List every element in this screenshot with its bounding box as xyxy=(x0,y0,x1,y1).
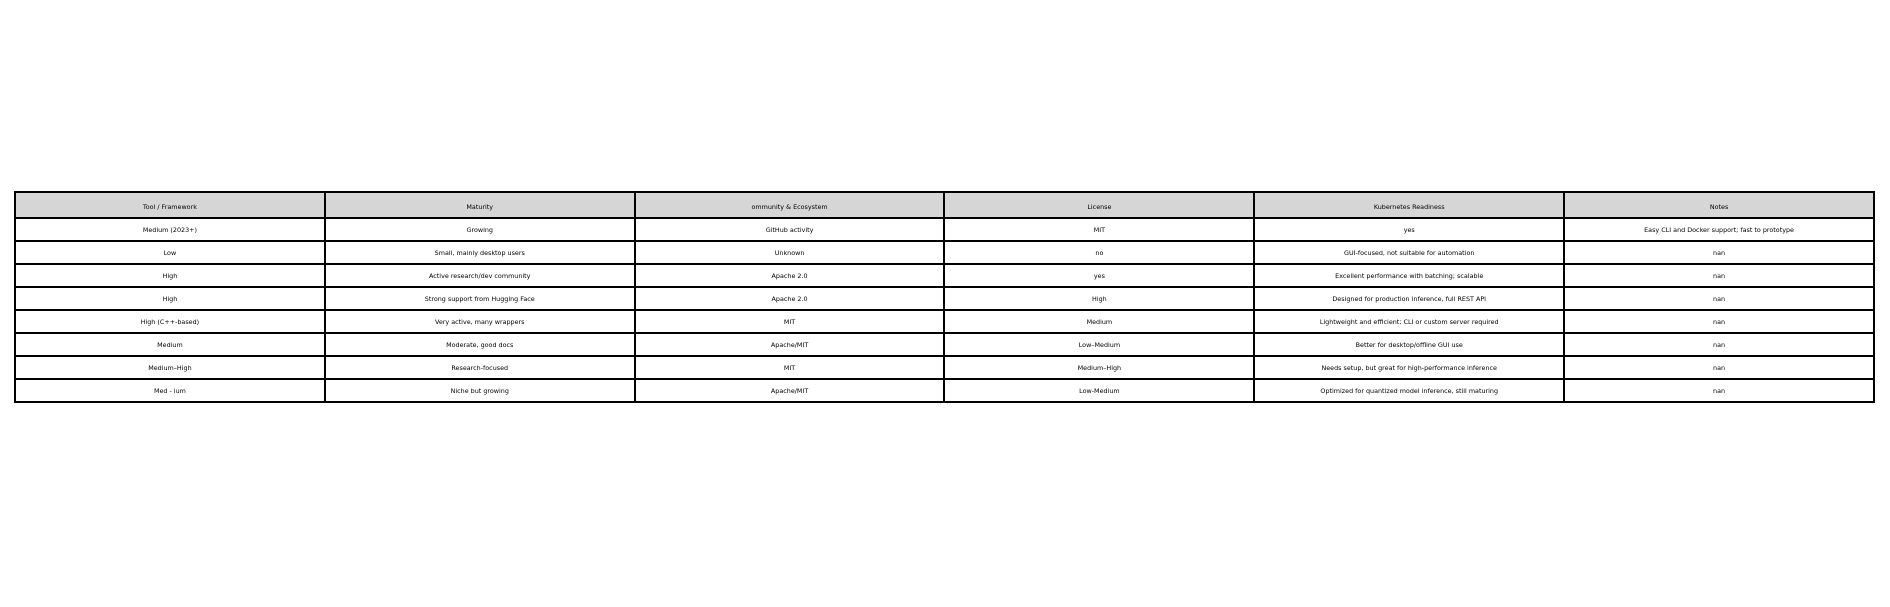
column-header: ommunity & Ecosystem xyxy=(635,192,945,218)
table-cell: Medium xyxy=(15,333,325,356)
table-cell: Active research/dev community xyxy=(325,264,635,287)
table-cell: Strong support from Hugging Face xyxy=(325,287,635,310)
table-cell: yes xyxy=(1254,218,1564,241)
table-cell: nan xyxy=(1564,379,1874,402)
table-cell: nan xyxy=(1564,287,1874,310)
table-cell: Research-focused xyxy=(325,356,635,379)
table-cell: Apache/MIT xyxy=(635,333,945,356)
table-row xyxy=(15,333,1874,356)
table-cell: nan xyxy=(1564,356,1874,379)
column-header: Tool / Framework xyxy=(15,192,325,218)
table-cell: Small, mainly desktop users xyxy=(325,241,635,264)
table-cell: Easy CLI and Docker support; fast to prototype xyxy=(1564,218,1874,241)
table-row xyxy=(15,379,1874,402)
table-row xyxy=(15,356,1874,379)
table-cell: MIT xyxy=(635,310,945,333)
table-header-row xyxy=(15,192,1874,218)
table-cell: Apache 2.0 xyxy=(635,264,945,287)
table-cell: nan xyxy=(1564,333,1874,356)
table-row xyxy=(15,264,1874,287)
table-cell: nan xyxy=(1564,241,1874,264)
table-cell: GitHub activity xyxy=(635,218,945,241)
table-cell: Needs setup, but great for high-performance inference xyxy=(1254,356,1564,379)
table-cell: MIT xyxy=(635,356,945,379)
table-cell: Medium–High xyxy=(944,356,1254,379)
column-header: Maturity xyxy=(325,192,635,218)
table-cell: Medium (2023+) xyxy=(15,218,325,241)
table-row xyxy=(15,287,1874,310)
table-cell: Better for desktop/offline GUI use xyxy=(1254,333,1564,356)
table-cell: Niche but growing xyxy=(325,379,635,402)
table-cell: GUI-focused, not suitable for automation xyxy=(1254,241,1564,264)
table-cell: Excellent performance with batching; scalable xyxy=(1254,264,1564,287)
table-row xyxy=(15,310,1874,333)
table-cell: High (C++-based) xyxy=(15,310,325,333)
table-cell: Growing xyxy=(325,218,635,241)
table-cell: Unknown xyxy=(635,241,945,264)
table-cell: Designed for production inference, full REST API xyxy=(1254,287,1564,310)
table-cell: Med - ium xyxy=(15,379,325,402)
table-cell: High xyxy=(944,287,1254,310)
table-row xyxy=(15,241,1874,264)
column-header: License xyxy=(944,192,1254,218)
table-cell: Low–Medium xyxy=(944,333,1254,356)
table-cell: nan xyxy=(1564,264,1874,287)
table-cell: Apache 2.0 xyxy=(635,287,945,310)
table-cell: Very active, many wrappers xyxy=(325,310,635,333)
table-cell: Lightweight and efficient; CLI or custom server required xyxy=(1254,310,1564,333)
table-cell: no xyxy=(944,241,1254,264)
table-cell: Low xyxy=(15,241,325,264)
table-cell: yes xyxy=(944,264,1254,287)
table-cell: Low-Medium xyxy=(944,379,1254,402)
table-cell: High xyxy=(15,287,325,310)
table-cell: High xyxy=(15,264,325,287)
table-cell: Optimized for quantized model inference, still maturing xyxy=(1254,379,1564,402)
table-cell: Moderate, good docs xyxy=(325,333,635,356)
column-header: Notes xyxy=(1564,192,1874,218)
column-header: Kubernetes Readiness xyxy=(1254,192,1564,218)
table-cell: MIT xyxy=(944,218,1254,241)
table-cell: Medium xyxy=(944,310,1254,333)
table-cell: Medium–High xyxy=(15,356,325,379)
comparison-table xyxy=(14,191,1875,403)
table-body xyxy=(15,218,1874,402)
table-row xyxy=(15,218,1874,241)
table-cell: Apache/MIT xyxy=(635,379,945,402)
table-cell: nan xyxy=(1564,310,1874,333)
